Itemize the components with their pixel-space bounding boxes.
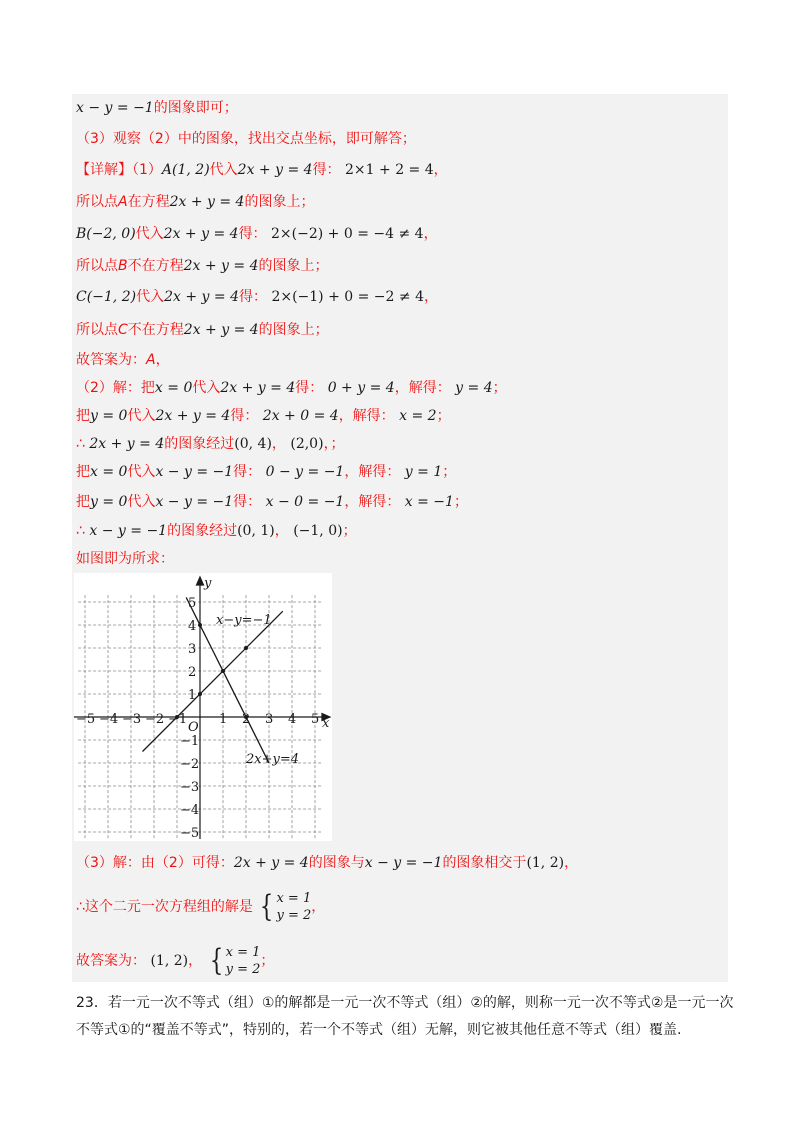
text: 的图象相交于 <box>442 855 527 871</box>
solution-line-3 <box>76 160 448 180</box>
text: 得： <box>238 226 267 242</box>
math-expression: 2x + y = 4 <box>183 258 259 274</box>
text: 代入 <box>135 226 164 242</box>
section-label: 【详解】（1） <box>76 162 162 178</box>
system-row: x = 1 <box>276 891 312 906</box>
text: 得： <box>233 494 262 510</box>
text: 的图象上； <box>258 258 329 274</box>
text: ； <box>260 953 275 969</box>
math-expression: A(1, 2) <box>161 162 210 178</box>
solution-line-10 <box>76 378 507 398</box>
text: 的图象经过 <box>167 523 238 539</box>
y-tick-label: 1 <box>188 688 197 703</box>
math-expression: y = 4 <box>455 380 493 396</box>
y-tick-label: 3 <box>188 642 197 657</box>
solution-line-18 <box>76 890 325 924</box>
text: 的图象上； <box>244 194 315 210</box>
text: 的图象上； <box>258 322 329 338</box>
plot-point <box>244 646 248 650</box>
text: ， <box>311 899 326 915</box>
y-tick-label: −3 <box>180 780 200 795</box>
solution-line-11 <box>76 406 451 426</box>
solution-line-9 <box>76 350 170 370</box>
text: ，解得： <box>344 494 401 510</box>
math-expression: 2×(−1) + 0 = −2 ≠ 4 <box>271 289 424 305</box>
x-tick-label: −1 <box>168 712 188 727</box>
text: ； <box>442 464 457 480</box>
origin-label: O <box>188 720 199 735</box>
line-x-minus-y <box>143 611 283 751</box>
math-expression: (0, 4) <box>234 436 272 452</box>
plot-point <box>198 623 202 627</box>
y-axis-label: y <box>204 576 212 591</box>
text: ； <box>342 523 357 539</box>
text: ，解得： <box>344 464 401 480</box>
x-tick-label: −2 <box>145 712 165 727</box>
point-label: C <box>118 322 128 338</box>
equation-system: { x = 1 y = 2 <box>260 889 312 924</box>
text: 得： <box>238 289 267 305</box>
math-expression: x − y = −1 <box>155 494 234 510</box>
text: ，解得： <box>338 408 395 424</box>
math-expression: 2x + y = 4 <box>183 322 259 338</box>
text: ，解得： <box>394 380 451 396</box>
text: ， <box>433 162 448 178</box>
x-axis-label: x <box>322 716 330 731</box>
math-expression: 2x + y = 4 <box>233 855 309 871</box>
text: 故答案为： <box>76 953 146 969</box>
text: 代入 <box>127 408 156 424</box>
math-expression: y = 1 <box>404 464 443 480</box>
text: 所以点 <box>76 258 118 274</box>
y-tick-label: −5 <box>180 826 200 841</box>
text: ， <box>423 289 438 305</box>
math-expression: x = 2 <box>399 408 437 424</box>
math-expression: 2x + y = 4 <box>169 194 245 210</box>
text: 在方程 <box>127 194 170 210</box>
math-expression: 2x + y = 4 <box>237 162 313 178</box>
line-label-2x-plus-y: 2x+y=4 <box>246 752 300 767</box>
math-expression: y = 0 <box>90 494 128 510</box>
math-expression: 2x + y = 4 <box>163 226 239 242</box>
x-tick-label: −3 <box>122 712 142 727</box>
plot-point <box>198 692 202 696</box>
text: ； <box>453 494 468 510</box>
therefore-symbol: ∴ <box>76 436 85 452</box>
text: ； <box>436 408 451 424</box>
text: 不在方程 <box>127 322 184 338</box>
solution-line-16 <box>76 549 174 569</box>
text: 代入 <box>192 380 221 396</box>
y-tick-label: 2 <box>188 665 197 680</box>
y-axis-arrow-icon <box>197 577 204 585</box>
system-row: x = 1 <box>225 945 261 960</box>
text: 不在方程 <box>127 258 184 274</box>
text: 代入 <box>127 494 156 510</box>
solution-line-17 <box>76 853 578 873</box>
math-expression: x − y = −1 <box>155 464 234 480</box>
x-tick-label: 3 <box>265 712 274 727</box>
text: （2）解：把 <box>76 380 155 396</box>
text: ∴这个二元一次方程组的解是 <box>76 899 253 915</box>
math-expression: (1, 2) <box>150 953 189 969</box>
math-expression: (2,0) <box>290 436 324 452</box>
text: 的图象即可； <box>153 100 238 116</box>
text: 把 <box>76 464 90 480</box>
solution-line-7 <box>76 287 438 307</box>
math-expression: x − y = −1 <box>76 100 154 116</box>
text: ， <box>188 953 203 969</box>
text: 得： <box>295 380 324 396</box>
answer: A <box>146 352 156 368</box>
text: ， <box>564 855 579 871</box>
math-expression: x = −1 <box>404 494 454 510</box>
math-expression: (0, 1) <box>237 523 275 539</box>
math-expression: 0 + y = 4 <box>327 380 395 396</box>
solution-line-5 <box>76 224 438 244</box>
question-23: 23．若一元一次不等式（组）①的解都是一元一次不等式（组）②的解，则称一元一次不等式②是一元一次不等式①的“覆盖不等式”，特别的，若一个不等式（组）无解，则它被其他任意不等式（组）覆盖. <box>76 995 734 1038</box>
math-expression: x = 0 <box>90 464 128 480</box>
text: 得： <box>312 162 341 178</box>
solution-line-15 <box>76 521 357 541</box>
text: ， <box>274 523 289 539</box>
solution-line-19 <box>76 944 274 978</box>
text: 代入 <box>209 162 238 178</box>
math-expression: 0 − y = −1 <box>265 464 345 480</box>
line-label-x-minus-y: x−y=−1 <box>216 613 272 628</box>
solution-line-2 <box>76 129 416 149</box>
system-row: y = 2 <box>276 908 312 923</box>
text: ， <box>423 226 438 242</box>
text: （3）解：由（2）可得： <box>76 855 234 871</box>
math-expression: 2x + 0 = 4 <box>262 408 339 424</box>
x-tick-label: −4 <box>99 712 119 727</box>
plot-point <box>221 669 225 673</box>
y-tick-label: −4 <box>180 803 200 818</box>
solution-line-14 <box>76 492 468 512</box>
text: ，； <box>323 436 345 452</box>
text: 代入 <box>127 464 156 480</box>
text: ， <box>271 436 286 452</box>
math-expression: y = 0 <box>90 408 128 424</box>
graph-svg <box>74 573 332 841</box>
y-tick-label: 4 <box>188 619 197 634</box>
y-tick-label: −1 <box>180 734 200 749</box>
text: （3）观察（2）中的图象，找出交点坐标，即可解答； <box>76 131 416 147</box>
math-expression: (−1, 0) <box>293 523 343 539</box>
text: 得： <box>233 464 262 480</box>
system-row: y = 2 <box>225 962 261 977</box>
solution-line-13 <box>76 462 456 482</box>
math-expression: 2×(−2) + 0 = −4 ≠ 4 <box>271 226 424 242</box>
x-tick-label: −5 <box>76 712 96 727</box>
y-tick-label: 5 <box>188 596 197 611</box>
y-tick-label: −2 <box>180 757 200 772</box>
equation-system: { x = 1 y = 2 <box>209 943 261 978</box>
math-expression: B(−2, 0) <box>76 226 136 242</box>
point-label: B <box>118 258 128 274</box>
solution-line-8 <box>76 320 329 340</box>
math-expression: C(−1, 2) <box>76 289 137 305</box>
solution-line-6 <box>76 256 329 276</box>
text: 如图即为所求： <box>76 551 174 567</box>
text: 把 <box>76 408 90 424</box>
math-expression: (1, 2) <box>526 855 565 871</box>
x-tick-label: 1 <box>219 712 228 727</box>
point-label: A <box>118 194 128 210</box>
x-tick-label: 5 <box>311 712 320 727</box>
math-expression: x − 0 = −1 <box>265 494 345 510</box>
text: 把 <box>76 494 90 510</box>
math-expression: 2x + y = 4 <box>220 380 296 396</box>
math-expression: 2x + y = 4 <box>89 436 165 452</box>
text: 故答案为： <box>76 352 146 368</box>
coordinate-graph <box>74 573 332 841</box>
x-tick-label: 2 <box>242 712 251 727</box>
text: 代入 <box>136 289 165 305</box>
math-expression: 2x + y = 4 <box>155 408 231 424</box>
math-expression: x − y = −1 <box>364 855 443 871</box>
text: 所以点 <box>76 194 118 210</box>
solution-line-4 <box>76 192 314 212</box>
text: ， <box>155 352 170 368</box>
text: 的图象与 <box>308 855 365 871</box>
text: 所以点 <box>76 322 118 338</box>
text: 的图象经过 <box>164 436 235 452</box>
solution-line-12 <box>76 434 345 454</box>
math-expression: 2×1 + 2 = 4 <box>345 162 434 178</box>
math-expression: x − y = −1 <box>89 523 168 539</box>
x-tick-label: 4 <box>288 712 297 727</box>
solution-line-1 <box>76 98 238 118</box>
text: ； <box>492 380 507 396</box>
math-expression: 2x + y = 4 <box>164 289 239 305</box>
therefore-symbol: ∴ <box>76 523 85 539</box>
text: 得： <box>230 408 259 424</box>
math-expression: x = 0 <box>154 380 193 396</box>
